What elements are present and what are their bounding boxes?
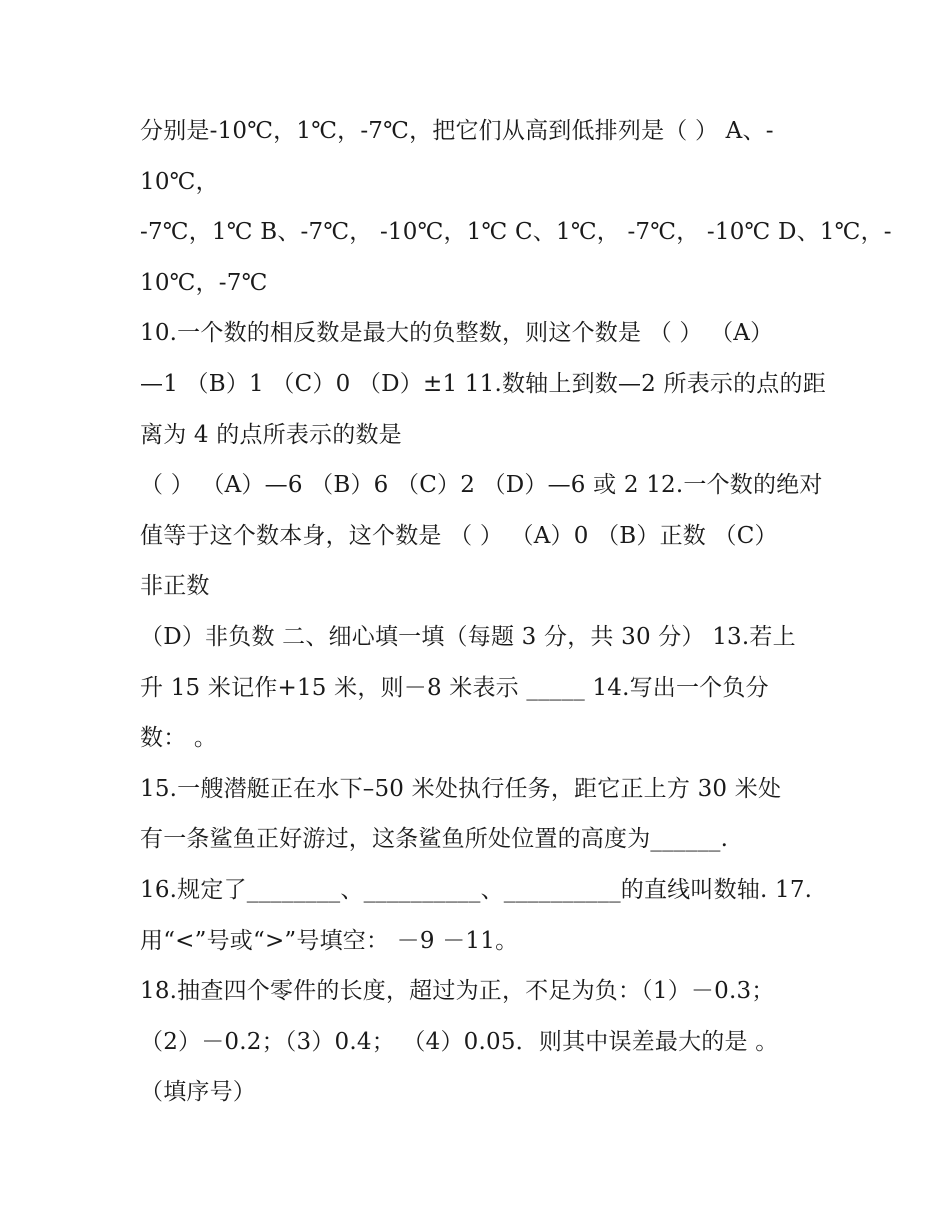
section-heading-line: （D）非负数 二、细心填一填（每题 3 分，共 30 分） 13.若上 — [140, 623, 796, 650]
question-18-line: 18.抽查四个零件的长度，超过为正，不足为负：（1）－0.3； — [140, 978, 775, 1005]
text-line: 升 15 米记作+15 米，则－8 米表示 _____ 14.写出一个负分 — [140, 674, 769, 701]
text-line: 分别是-10℃，1℃，-7℃，把它们从高到低排列是（ ） A、- — [140, 118, 774, 144]
text-line: 值等于这个数本身，这个数是 （ ） （A）0 （B）正数 （C） — [140, 522, 778, 549]
text-line: （ ） （A）—6 （B）6 （C）2 （D）—6 或 2 12.一个数的绝对 — [140, 472, 823, 499]
text-line: 有一条鲨鱼正好游过，这条鲨鱼所处位置的高度为______. — [140, 826, 729, 853]
question-15-line: 15.一艘潜艇正在水下–50 米处执行任务，距它正上方 30 米处 — [140, 775, 782, 802]
document-body — [140, 106, 892, 1118]
text-line: 10℃，-7℃ — [140, 269, 268, 296]
text-line: 非正数 — [140, 573, 210, 600]
question-10-line: 10.一个数的相反数是最大的负整数，则这个数是 （ ） （A） — [140, 320, 774, 347]
text-line: （2）－0.2；（3）0.4； （4）0.05．则其中误差最大的是 。 — [140, 1028, 779, 1055]
text-line: 用“<”号或“>”号填空： －9 －11。 — [140, 927, 519, 954]
text-line: （填序号） — [140, 1079, 256, 1106]
text-line: -7℃，1℃ B、-7℃， -10℃，1℃ C、1℃， -7℃， -10℃ D、1℃，- — [140, 219, 892, 246]
text-line: 数： 。 — [140, 725, 218, 752]
text-line: —1 （B）1 （C）0 （D）±1 11.数轴上到数—2 所表示的点的距 — [140, 370, 826, 397]
question-16-line: 16.规定了________、__________、__________的直线叫数轴. 17. — [140, 876, 813, 903]
text-line: 离为 4 的点所表示的数是 — [140, 421, 402, 448]
text-line: 10℃， — [140, 168, 219, 195]
